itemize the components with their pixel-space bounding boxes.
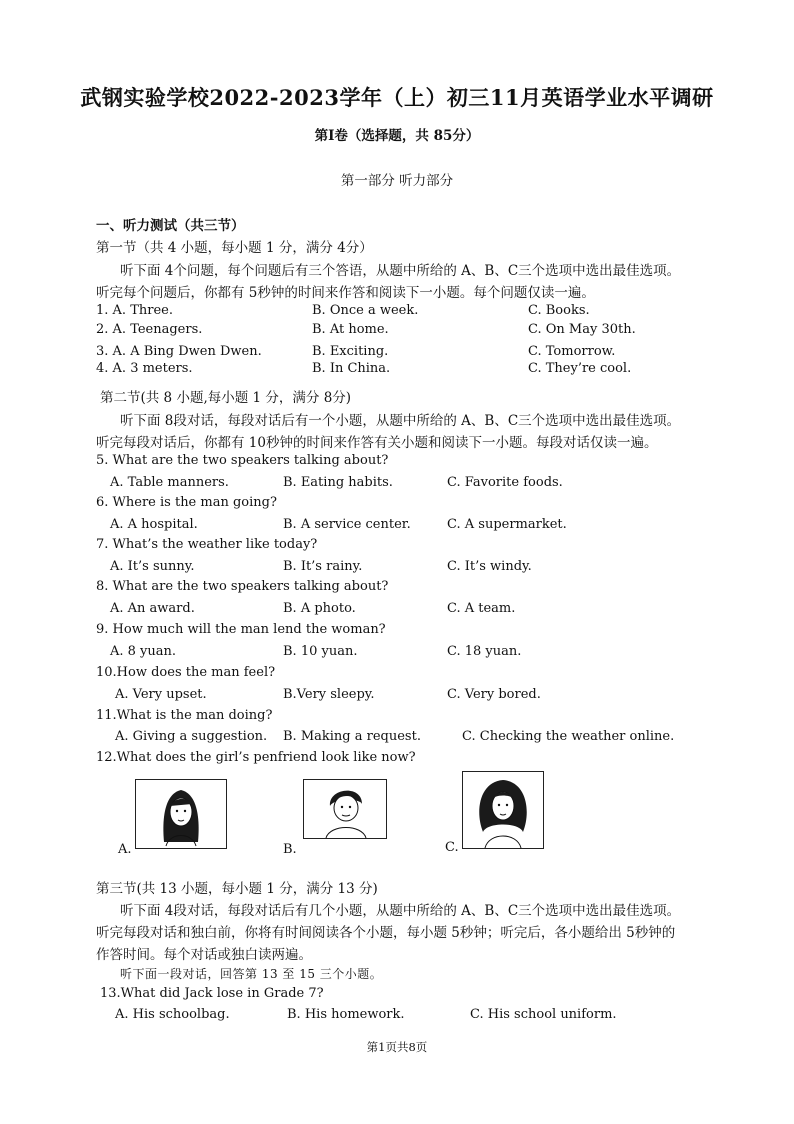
q2-option-a: 2. A. Teenagers.: [96, 322, 203, 337]
section3-instruction-1: 听下面 4段对话，每段对话后有几个小题，从题中所给的 A、B、C三个选项中选出最佳选项。: [120, 903, 681, 919]
section3-instruction-2: 听完每段对话和独白前，你将有时间阅读各个小题，每小题 5秒钟；听完后，各小题给出 5秒钟的: [96, 925, 676, 941]
q8-stem: 8. What are the two speakers talking about?: [96, 579, 389, 594]
q7-option-a: A. It’s sunny.: [110, 559, 195, 574]
q7-option-c: C. It’s windy.: [447, 559, 532, 574]
section2-heading: 第二节(共 8 小题,每小题 1 分，满分 8分): [100, 390, 352, 406]
q9-stem: 9. How much will the man lend the woman?: [96, 622, 386, 637]
section3-heading: 第三节(共 13 小题，每小题 1 分，满分 13 分): [96, 881, 378, 897]
q6-option-c: C. A supermarket.: [447, 517, 567, 532]
q6-stem: 6. Where is the man going?: [96, 495, 277, 510]
section2-instruction-1: 听下面 8段对话，每段对话后有一个小题，从题中所给的 A、B、C三个选项中选出最佳选项。: [120, 413, 681, 429]
q5-option-b: B. Eating habits.: [283, 475, 393, 490]
q2-option-b: B. At home.: [312, 322, 389, 337]
q3-option-b: B. Exciting.: [312, 344, 389, 359]
q11-stem: 11.What is the man doing?: [96, 708, 273, 723]
girl-short-hair-icon: [304, 780, 386, 838]
part-heading: 第一部分 听力部分: [340, 173, 454, 189]
q8-option-c: C. A team.: [447, 601, 516, 616]
section1-instruction-2: 听完每个问题后，你都有 5秒钟的时间来作答和阅读下一小题。每个问题仅读一遍。: [96, 285, 595, 301]
q11-option-c: C. Checking the weather online.: [462, 729, 675, 744]
q13-option-a: A. His schoolbag.: [115, 1007, 230, 1022]
q9-option-b: B. 10 yuan.: [283, 644, 358, 659]
q4-option-b: B. In China.: [312, 361, 391, 376]
section1-subheading: 第一节（共 4 小题，每小题 1 分，满分 4分）: [96, 240, 373, 256]
page-title: 武钢实验学校2022-2023学年（上）初三11月英语学业水平调研: [80, 85, 714, 110]
girl-long-hair-icon: [136, 780, 226, 848]
q12-option-c-portrait: [462, 771, 544, 849]
q9-option-c: C. 18 yuan.: [447, 644, 522, 659]
q13-option-c: C. His school uniform.: [470, 1007, 617, 1022]
q5-option-c: C. Favorite foods.: [447, 475, 563, 490]
q3-option-c: C. Tomorrow.: [528, 344, 616, 359]
q10-option-c: C. Very bored.: [447, 687, 541, 702]
q12-option-c-label: C.: [445, 840, 459, 855]
q7-stem: 7. What’s the weather like today?: [96, 537, 318, 552]
q5-stem: 5. What are the two speakers talking about?: [96, 453, 389, 468]
q12-option-b-label: B.: [283, 842, 297, 857]
q5-option-a: A. Table manners.: [110, 475, 229, 490]
q10-option-b: B.Very sleepy.: [283, 687, 375, 702]
q12-option-a-portrait: [135, 779, 227, 849]
q13-stem: 13.What did Jack lose in Grade 7?: [100, 986, 324, 1001]
q1-option-a: 1. A. Three.: [96, 303, 173, 318]
q11-option-a: A. Giving a suggestion.: [115, 729, 268, 744]
q2-option-c: C. On May 30th.: [528, 322, 636, 337]
q4-option-c: C. They’re cool.: [528, 361, 632, 376]
q10-stem: 10.How does the man feel?: [96, 665, 276, 680]
girl-curly-hair-icon: [463, 772, 543, 848]
section3-sub-instruction: 听下面一段对话，回答第 13 至 15 三个小题。: [120, 967, 383, 981]
paper-volume-subtitle: 第Ⅰ卷（选择题，共 85分）: [314, 128, 480, 144]
q9-option-a: A. 8 yuan.: [110, 644, 177, 659]
section3-instruction-3: 作答时间。每个对话或独白读两遍。: [96, 947, 312, 963]
q7-option-b: B. It’s rainy.: [283, 559, 363, 574]
q13-option-b: B. His homework.: [287, 1007, 405, 1022]
q8-option-a: A. An award.: [110, 601, 195, 616]
q6-option-b: B. A service center.: [283, 517, 411, 532]
q3-option-a: 3. A. A Bing Dwen Dwen.: [96, 344, 262, 359]
q6-option-a: A. A hospital.: [110, 517, 198, 532]
page-number: 第1页共8页: [366, 1040, 428, 1054]
q4-option-a: 4. A. 3 meters.: [96, 361, 193, 376]
q8-option-b: B. A photo.: [283, 601, 356, 616]
q1-option-c: C. Books.: [528, 303, 590, 318]
q11-option-b: B. Making a request.: [283, 729, 421, 744]
q1-option-b: B. Once a week.: [312, 303, 419, 318]
q12-option-b-portrait: [303, 779, 387, 839]
q10-option-a: A. Very upset.: [115, 687, 207, 702]
q12-stem: 12.What does the girl’s penfriend look like now?: [96, 750, 416, 765]
q12-option-a-label: A.: [118, 842, 132, 857]
section1-instruction-1: 听下面 4个问题，每个问题后有三个答语，从题中所给的 A、B、C三个选项中选出最佳选项。: [120, 263, 681, 279]
section2-instruction-2: 听完每段对话后，你都有 10秒钟的时间来作答有关小题和阅读下一小题。每段对话仅读一遍。: [96, 435, 658, 451]
section1-heading: 一、听力测试（共三节）: [96, 218, 245, 234]
